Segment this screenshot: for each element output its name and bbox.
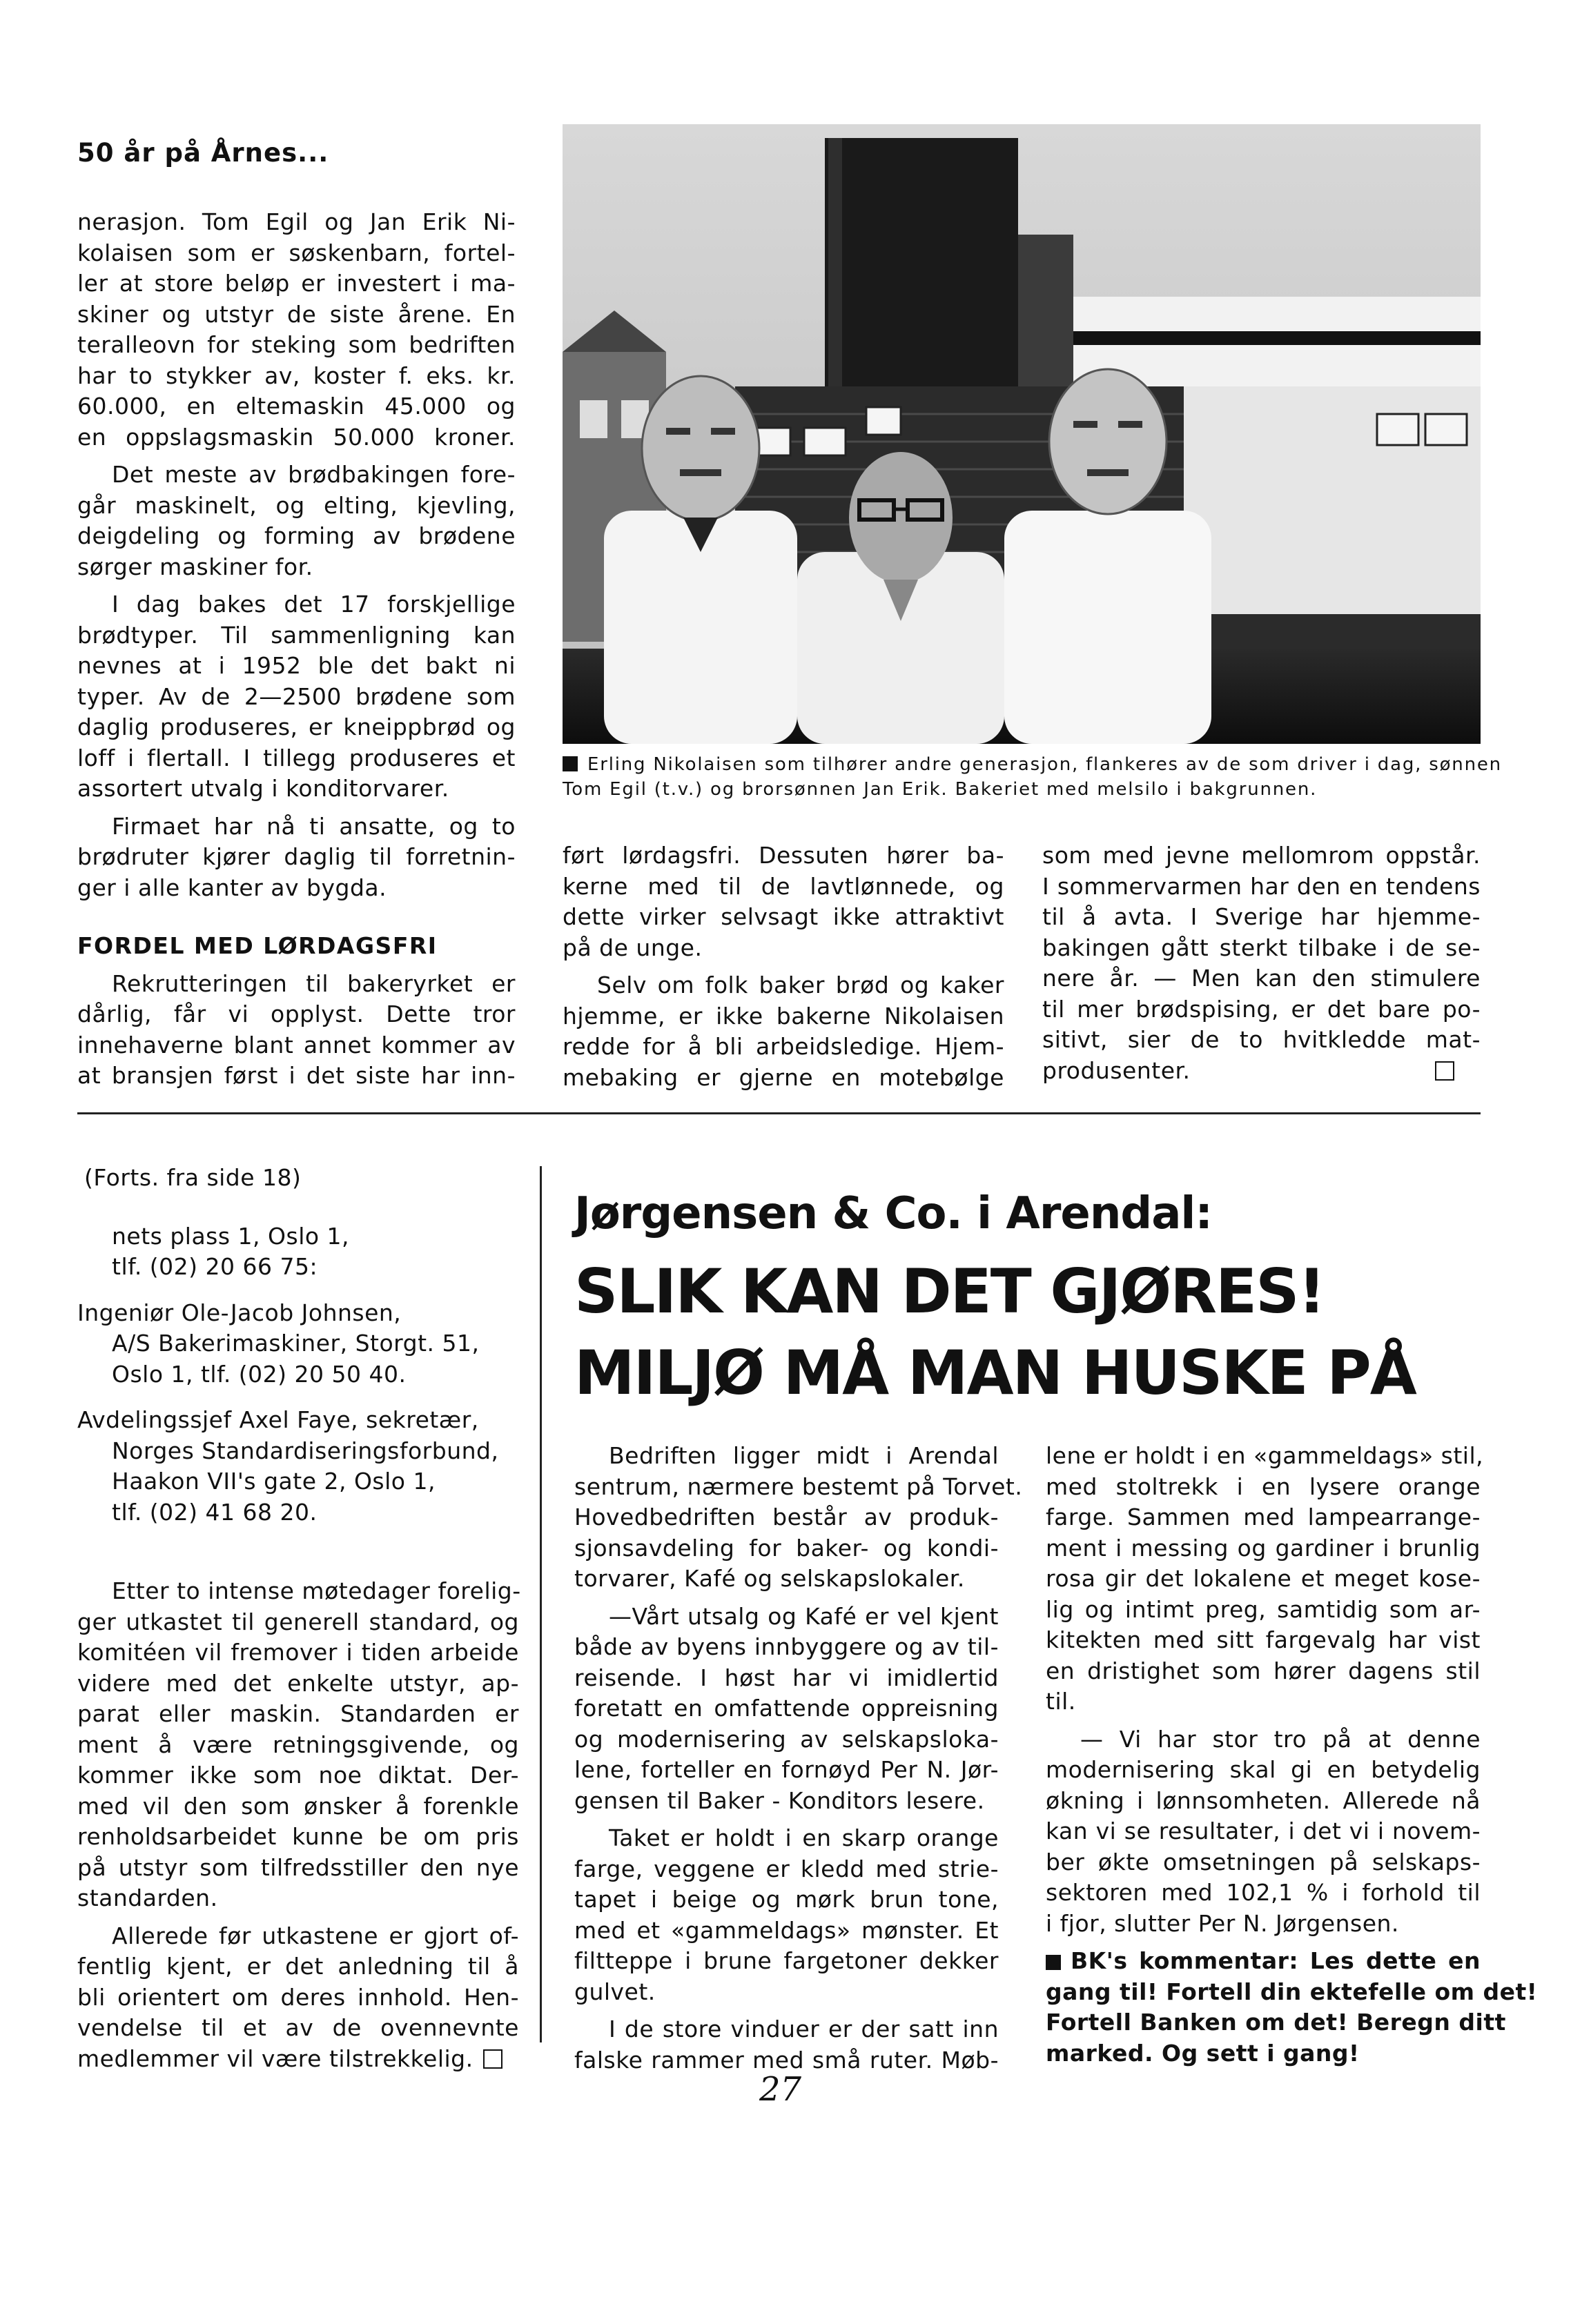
text-line: renholdsarbeidet kunne be om pris [77, 1823, 519, 1850]
text-line: nets plass 1, Oslo 1, [112, 1222, 350, 1250]
text-line: Det meste av brødbakingen fore- [112, 461, 516, 488]
text-line: Allerede før utkastene er gjort of- [112, 1922, 519, 1949]
text-line: mebaking er gjerne en motebølge [563, 1063, 1004, 1091]
text-line: nevnes at i 1952 ble det bakt ni [77, 652, 516, 679]
text-line: lene er holdt i en «gammeldags» stil, [1046, 1442, 1484, 1469]
paragraph [77, 460, 516, 582]
text-line: kerne med til de lavtlønnede, og [563, 872, 1004, 900]
text-line-content: medlemmer vil være tilstrekkelig. [77, 2045, 474, 2072]
text-line: sektoren med 102,1 % i forhold til [1046, 1879, 1481, 1906]
text-line: kolaisen som er søskenbarn, fortel- [77, 239, 516, 266]
text-line: ment i messing og gardiner i brunlig [1046, 1534, 1481, 1562]
paragraph [1046, 1724, 1481, 1940]
article-headline-1: SLIK KAN DET GJØRES! [574, 1256, 1325, 1327]
text-line: loff i flertall. I tillegg produseres et [77, 744, 516, 771]
text-line: på de unge. [563, 934, 703, 961]
text-line: filtteppe i brune fargetoner dekker [574, 1947, 999, 1974]
text-line: bakingen gått sterkt tilbake i de se- [1042, 934, 1481, 961]
text-line: Norges Standardiseringsforbund, [112, 1437, 499, 1464]
text-line: tlf. (02) 20 66 75: [112, 1253, 318, 1280]
article2 [77, 1163, 519, 2081]
paragraph [77, 969, 516, 1092]
address-block [77, 1405, 519, 1528]
text-line: ger i alle kanter av bygda. [77, 874, 387, 901]
paragraph [77, 1576, 519, 1914]
text-line: sjonsavdeling for baker- og kondi- [574, 1534, 999, 1562]
text-line: — Vi har stor tro på at denne [1080, 1725, 1481, 1753]
paragraph [77, 811, 516, 904]
article1-col1 [77, 207, 516, 1099]
text-line: standarden. [77, 1884, 218, 1911]
end-mark-icon [1435, 1061, 1454, 1081]
text-line: komitéen vil fremover i tiden arbeide [77, 1639, 519, 1666]
text-line: Rekrutteringen til bakeryrket er [112, 969, 516, 997]
text-line: på utstyr som tilfredsstiller den nye [77, 1853, 519, 1881]
article3-col2 [1046, 1441, 1538, 2069]
caption-line: Erling Nikolaisen som tilhører andre generasjon, flankeres av de som driver i dag, sønnen [587, 754, 1502, 775]
paragraph [574, 1441, 1023, 1595]
address-block [77, 1298, 519, 1390]
text-line: dårlig, får vi opplyst. Dette tror [77, 1001, 516, 1027]
paragraph [1046, 1441, 1484, 1717]
text-line: lig og intimt preg, samtidig som ar- [1046, 1595, 1481, 1623]
address-block [112, 1221, 519, 1283]
text-line: gang til! Fortell din ektefelle om det! [1046, 1978, 1538, 2005]
text-line: sørger maskiner for. [77, 553, 313, 580]
text-line: I dag bakes det 17 forskjellige [112, 591, 516, 618]
text-line: lene, forteller en fornøyd Per N. Jør- [574, 1756, 999, 1783]
text-line: innehaverne blant annet kommer av [77, 1031, 516, 1058]
photo-illustration [563, 124, 1481, 744]
text-line: torvarer, Kafé og selskapslokaler. [574, 1565, 965, 1592]
text-line: marked. Og sett i gang! [1046, 2039, 1360, 2067]
text-line: ført lørdagsfri. Dessuten hører ba- [563, 842, 1004, 869]
text-line: både av byens innbyggere og av til- [574, 1633, 999, 1660]
text-line: I sommervarmen har den en tendens [1042, 872, 1481, 900]
paragraph [563, 970, 1004, 1093]
paragraph [574, 1602, 999, 1817]
text-line: Etter to intense møtedager forelig- [112, 1577, 521, 1604]
comment-bullet-icon [1046, 1955, 1061, 1970]
bakery-photo [563, 124, 1481, 744]
text-line: Avdelingssjef Axel Faye, sekretær, [77, 1406, 479, 1433]
text-line: at bransjen først i det siste har inn- [77, 1062, 516, 1089]
text-line: nerasjon. Tom Egil og Jan Erik Ni- [77, 208, 516, 235]
paragraph [563, 840, 1004, 963]
text-line: ber økte omsetningen på selskaps- [1046, 1848, 1481, 1875]
text-line: kommer ikke som noe diktat. Der- [77, 1762, 519, 1789]
text-line: Fortell Banken om det! Beregn ditt [1046, 2009, 1506, 2036]
paragraph [1042, 840, 1481, 1086]
text-line: vendelse til et av de ovennevnte [77, 2014, 519, 2041]
text-line: reisende. I høst har vi imidlertid [574, 1664, 999, 1691]
text-line: modernisering skal gi en betydelig [1046, 1756, 1481, 1783]
text-line: en dristighet som hører dagens stil [1046, 1657, 1481, 1684]
text-line: Firmaet har nå ti ansatte, og to [112, 812, 516, 840]
text-line: Hovedbedriften består av produk- [574, 1504, 999, 1530]
text-line: som med jevne mellomrom oppstår. [1042, 842, 1481, 869]
text-line: rosa gir det lokalene et meget kose- [1046, 1565, 1481, 1592]
paragraph [574, 1823, 999, 2007]
photo-caption [563, 752, 1502, 802]
text-line: deigdeling og forming av brødene [77, 522, 516, 549]
article3-col1 [574, 1441, 1023, 2082]
text-line: med et «gammeldags» mønster. Et [574, 1916, 999, 1944]
text-line: foretatt en omfattende oppreisning [574, 1695, 999, 1722]
text-line: tapet i beige og mørk brun tone, [574, 1886, 999, 1913]
text-line: farge, veggene er kledd med strie- [574, 1855, 999, 1882]
text-line: typer. Av de 2—2500 brødene som [77, 682, 516, 710]
text-line [1042, 1056, 1481, 1087]
end-mark-icon [483, 2049, 502, 2069]
article1-col3 [1042, 840, 1481, 1093]
text-line [77, 2044, 519, 2075]
text-line: bli orientert om deres innhold. Hen- [77, 1983, 519, 2011]
text-line: med stoltrekk i en lysere orange [1046, 1473, 1481, 1500]
text-line: fentlig kjent, er det anledning til å [77, 1953, 519, 1980]
text-line: ger utkastet til generell standard, og [77, 1608, 519, 1635]
continued-note: (Forts. fra side 18) [84, 1164, 302, 1191]
article-kicker: Jørgensen & Co. i Arendal: [574, 1188, 1212, 1239]
text-line: redde for å bli arbeidsledige. Hjem- [563, 1033, 1004, 1060]
text-line: —Vårt utsalg og Kafé er vel kjent [609, 1602, 999, 1630]
text-line: BK's kommentar: Les dette en [1071, 1947, 1481, 1974]
text-line: brødtyper. Til sammenligning kan [77, 621, 516, 649]
text-line: Bedriften ligger midt i Arendal [609, 1442, 999, 1469]
text-line: I de store vinduer er der satt inn [609, 2016, 999, 2042]
text-line: parat eller maskin. Standarden er [77, 1700, 519, 1727]
text-line: til mer brødspising, er det bare po- [1042, 995, 1481, 1023]
subheading: FORDEL MED LØRDAGSFRI [77, 932, 438, 959]
text-line: går maskinelt, og elting, kjevling, [77, 491, 516, 519]
text-line: 60.000, en eltemaskin 45.000 og [77, 393, 516, 420]
paragraph [77, 1921, 519, 2075]
text-line: gensen til Baker - Konditors lesere. [574, 1786, 985, 1814]
text-line: videre med det enkelte utstyr, ap- [77, 1669, 519, 1697]
text-line: Haakon VII's gate 2, Oslo 1, [112, 1468, 436, 1495]
text-line: Oslo 1, tlf. (02) 20 50 40. [112, 1360, 407, 1388]
text-line: med vil den som ønsker å forenkle [77, 1792, 519, 1820]
text-line: farge. Sammen med lampearrange- [1046, 1504, 1481, 1530]
text-line: gulvet. [574, 1978, 656, 2005]
text-line: assortert utvalg i konditorvarer. [77, 775, 449, 802]
text-line: Taket er holdt i en skarp orange [609, 1824, 999, 1851]
column-divider [540, 1166, 542, 2042]
bk-comment [1046, 1946, 1538, 2069]
text-line-content: produsenter. [1042, 1056, 1191, 1084]
text-line: i fjor, slutter Per N. Jørgensen. [1046, 1909, 1399, 1937]
paragraph [574, 2014, 999, 2076]
text-line: hjemme, er ikke bakerne Nikolaisen [563, 1002, 1004, 1030]
section-title: 50 år på Årnes... [77, 138, 329, 168]
text-line: daglig produseres, er kneippbrød og [77, 713, 516, 740]
text-line: ler at store beløp er investert i ma- [77, 270, 516, 297]
text-line: kan vi se resultater, i det vi i novem- [1046, 1818, 1481, 1844]
caption-bullet-icon [563, 756, 578, 771]
paragraph [77, 589, 516, 805]
text-line: og modernisering av selskapsloka- [574, 1725, 999, 1753]
text-line: en oppslagsmaskin 50.000 kroner. [77, 423, 516, 451]
text-line: har to stykker av, koster f. eks. kr. [77, 362, 516, 389]
text-line: sitivt, sier de to hvitkledde mat- [1042, 1026, 1481, 1053]
text-line: Selv om folk baker brød og kaker [597, 972, 1004, 998]
text-line: dette virker selvsagt ikke attraktivt [563, 903, 1004, 930]
text-line: sentrum, nærmere bestemt på Torvet. [574, 1473, 1023, 1500]
paragraph [77, 207, 516, 453]
text-line: til å avta. I Sverige har hjemme- [1042, 903, 1481, 930]
text-line: falske rammer med små ruter. Møb- [574, 2046, 999, 2074]
text-line: A/S Bakerimaskiner, Storgt. 51, [112, 1330, 480, 1357]
article-headline-2: MILJØ MÅ MAN HUSKE PÅ [574, 1337, 1416, 1408]
text-line: økning i lønnsomheten. Allerede nå [1046, 1786, 1481, 1814]
article1-col2 [563, 840, 1004, 1100]
text-line: brødruter kjører daglig til forretnin- [77, 843, 516, 870]
text-line: Ingeniør Ole-Jacob Johnsen, [77, 1299, 402, 1326]
section-divider [77, 1112, 1481, 1114]
text-line: nere år. — Men kan den stimulere [1042, 965, 1481, 992]
text-line: teralleovn for steking som bedriften [77, 331, 516, 358]
text-line: til. [1046, 1688, 1076, 1715]
text-line: tlf. (02) 41 68 20. [112, 1498, 318, 1526]
text-line: ment å være retningsgivende, og [77, 1731, 519, 1758]
caption-line: Tom Egil (t.v.) og brorsønnen Jan Erik. Bakeriet med melsilo i bakgrunnen. [563, 779, 1318, 800]
page-number: 27 [759, 2070, 802, 2109]
text-line: skiner og utstyr de siste årene. En [77, 300, 516, 328]
text-line: kitekten med sitt fargevalg har vist [1046, 1626, 1481, 1653]
